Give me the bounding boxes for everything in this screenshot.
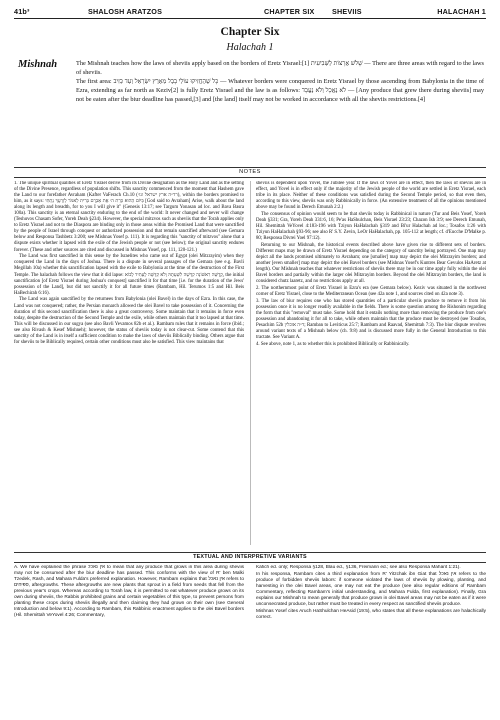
page-number: 41b³ (14, 7, 30, 16)
halacha-title: Halachah 1 (226, 42, 274, 53)
header-divider (14, 18, 486, 19)
variant-paragraph: In his responsa, Rambam cites a third explanation from R' Yitzchak ibn Giat that אין נאכל refers to the produce of forbidden sheviis labors: if someone violated the laws of sheviis by plowing, planting, and harvesting in the olei Bavel areas, one may not eat the produce (see also regular editions of Rambam Commentary, reflecting Rambam's initial understanding, and Mahara Fulda, first explanation). Finally, Gra explains our Mishnah to mean generally that produce grown in olei Bavel areas may not be eaten as if it were unconsecrated produce, but rather must be treated in every respect as sanctified sheviis produce. (256, 571, 486, 608)
variants-heading: TEXTUAL AND INTERPRETIVE VARIANTS (193, 554, 307, 560)
mishnah-paragraph: The first area: כָּל שֶׁהֶחֱזִיקוּ עוֹלֵי בָבֶל מֵאֶרֶץ יִשְׂרָאֵל וְעַד כְּזִיב — Whatever borders were conquered in Eretz Yisrael by those ascending from Babylonia in the time of Ezra, extending as far north as Keziv[2] is fully Eretz Yisrael and the law is as follows: לֹא נֶאֱכָל וְלֹא נֶעֱבָד — [Any produce that grew there during sheviis] may not be eaten after the biur deadline has passed,[3] and [the land] itself may not be worked in accordance with all the sheviis restrictions.[4] (76, 77, 485, 103)
variant-paragraph: A. We have explained the phrase אין נאכל to mean that any produce that grows in this area during sheviis may not be consumed after the biur deadline has passed. This conforms with the view of R' ben Malki Tzedek, Rash, and Mahara Fulda's preferred explanation. However, Rambam explains that אין נאכל refers to ספיחים, aftergrowths. These aftergrowths are new plants that sprout in a field from seeds that fell from the previous year's crops. Whereas according to Torah law, it is permitted to eat whatever produce grows on its own during sheviis, the Rabbis prohibited grains and certain vegetables of this type, to prevent persons from planting these crops during sheviis illegally and then claiming they had grown on their own (see General Introduction and below 9:1). According to Rambam, this Rabbinic enactment applies to the olei Bavel borders (Hil. Shemittah VeYovel 4:26; Commentary, (14, 565, 244, 619)
variant-paragraph: Kafich ed. only; Responsa §128, Blau ed., §136, Freimann ed.; see also Responsa Maharit 1:21). (256, 565, 461, 570)
note-paragraph: 3. The law of biur requires one who has stored quantities of a particular sheviis produce to remove it from his possession once it is no longer readily available in the fields. There is some question among the Rishonim regarding the form that this "removal" must take. Some hold that it entails nothing more than removing the produce from one's possession and abandoning it for all to take, while others maintain that the produce must be destroyed (see Tosafos, Pesachim 52b ד״ה אוכלין; Ramban to Leviticus 25:7; Rambam and Raavad, Shemittah 7:3). The biur dispute revolves around variant texts of a Mishnah below (ch. 9:8) and is discussed more fully in the General Introduction to this tractate. See Variant A. (256, 299, 486, 341)
halacha-label: HALACHAH 1 (437, 7, 486, 16)
note-paragraph: 4. See above, note 1, as to whether this is prohibited Biblically or Rabbinically. (256, 342, 410, 348)
chapter-title: Chapter Six (220, 26, 280, 38)
notes-heading: NOTES (239, 169, 261, 175)
notes-bottom-rule (14, 177, 486, 178)
variants-bottom-rule (14, 562, 486, 563)
note-paragraph: sheviis is dependent upon Yovel, the Jubilee year. If the laws of Yovel are in effect, then the laws of sheviis are in effect, and Yovel is in effect only if the majority of the Jewish people of the world are settled in Eretz Yisrael, each tribe in its place. Neither of these conditions was satisfied during the Second Temple period, so that even then, according to this view, sheviis was only Rabbinically in force. (An extensive treatment of all the opinions mentioned above may be found in Derech Emunah 2:2.) (256, 181, 486, 211)
tractate-label: SHEVIIS (332, 7, 362, 16)
book-title: SHALOSH ARATZOS (88, 7, 163, 16)
note-paragraph: Returning to our Mishnah, the historical events described above have given rise to different sets of borders. Different maps may be drawn of Eretz Yisrael depending on the category of sanctity being portrayed. One map may depict all the lands promised ultimately to Avraham; one [smaller] map may depict the olei Mitzrayim borders; and another [even smaller] map may depict the olei Bavel borders (see Mishnas Yosef's Kuntres Bear Gevulos HaAretz at length). Our Mishnah teaches that whatever restrictions of sheviis there may be in our time apply fully within the olei Bavel borders and partially within the larger olei Mitzrayim borders. Beyond the olei Mitzrayim borders, the land is considered chutz laaretz, and no restrictions apply at all. (256, 243, 486, 285)
notes-right-column (256, 181, 486, 545)
column-divider (250, 181, 251, 545)
mishnah-label: Mishnah (18, 59, 58, 70)
note-paragraph: The Land was first sanctified in this sense by the Israelites who came out of Egypt (olei Mitzrayim) when they conquered the Land in the days of Joshua. There is a dispute in several passages of the Gemara (see e.g. Bavli Megillah 10a) whether this sanctification lapsed with the exile to Babylonia at the time of the destruction of the First Temple. The halachah follows the view that it did lapse: קְדֻשָּׁה רִאשׁוֹנָה קִדְּשָׁה לִשְׁעָתָהּ וְלֹא קִדְּשָׁה לֶעָתִיד לָבוֹא, the initial sanctification [of Eretz Yisrael during Joshua's conquest] sanctified it for that time [i.e. for the duration of the Jews' possession of the Land], but did not sanctify it for all future times (Rambam, Hil. Terumos 1:5 and Hil. Beis HaBechirah 6:16). (14, 254, 244, 296)
variants-right-column (256, 565, 486, 715)
running-header (14, 5, 486, 19)
chapter-label: CHAPTER SIX (264, 7, 315, 16)
variants-top-rule (14, 552, 486, 553)
note-paragraph: The consensus of opinion would seem to be that sheviis today is Rabbinical in nature (Tur and Beis Yosef, Yoreh Deah §331; Gra, Yoreh Deah 331:6, 16; Pe'as HaShulchan, Beis Yisrael 23:23; Chazon Ish 3:9; see Derech Emunah, Hil. Shemittah VeYovel 4:183-196 with Tziyun HaHalachah §319 and Bi'ur Halachah ad loc.; Tosafos 1:26 with Tziyun HaHalachah §93-96; see also R' S.Y. Zevin, LeOr HaHalachah, pp. 105-112 at length; cf. d'Eucche D'Malke p. 80; Responsa Divrei Yoel 97:12). (256, 212, 486, 242)
notes-top-rule (14, 167, 486, 168)
note-paragraph: 2. The northernmost point of Eretz Yisrael in Ezra's era (see Gemara below). Keziv was situated in the northwest corner of Eretz Yisrael, close to the Mediterranean Ocean (see 42a note 1, and sources cited on 42a note 3). (256, 286, 486, 298)
variants-left-column (14, 565, 244, 715)
note-paragraph: 1. The unique spiritual qualities of Eretz Yisrael derive from its Divine designation as the Holy Land and as the setting of the Divine Presence, regardless of population shifts. This sanctity commenced from the moment that Hashem gave the Land to our forefather Avraham (Kafter VaFerach Ch.10 (רד״ה ארץ ישראל ונו׳), within the borders promised to him, as it says: בַּיּוֹם הַהוּא כָּרַת ה׳ אֶת אַבְרָם בְּרִית לֵאמֹר לְזַרְעֲךָ נָתַתִּי [God said to Avraham] Arise, walk about the land along its length and breadth, for to you I will give it" (Genesis 13:17; see Targum Yonasan ad loc. and Bava Basra 100a). This sanctity is an eternal sanctity enduring to the end of the world: It never changed and never will change (Teshuvos Chasam Sofer, Yoreh Deah §234). However, the special mitzvos such as sheviis that the Torah applies only to Eretz Yisrael and not to the Diaspora are binding only in those areas within the Promised Land that were sanctified by the people of Israel through conquest or authorized possession and that remain sanctified afterward (see Gemara below and Responsa Tashbetz 3:200; see Mishnas Yosef p. 111). It is regarding this "sanctity of mitzvos" alone that a dispute exists whether it lapsed with the exile of the Jewish people or not (see below); the original sanctity endures forever. (These and other sources are cited and discussed in Mishnas Yosef, pp. 111, 120-121.) (14, 181, 244, 253)
notes-left-column (14, 181, 244, 545)
note-paragraph: The Land was again sanctified by the returnees from Babylonia (olei Bavel) in the days of Ezra. In this case, the Land was not conquered; rather, the Persian monarch allowed the olei Bavel to take possession of it. Concerning the duration of this second sanctification there is also a great controversy. Some maintain that it remains in force even today, despite the destruction of the Second Temple and the exile, while others maintain that it too lapsed at that time. This will be discussed in our sugya (see also Bavli Yevamos 82b et al.). Rambam rules that it remains in force (ibid.; see also Rivash & Kesef Mishneh); however, the status of sheviis today is not clear-cut. Some contend that this sanctity of the Land is in itself a sufficient condition to make the laws of sheviis Biblically binding. Others argue that for sheviis to be Biblically required, certain other conditions must also be satisfied. This view maintains that (14, 297, 244, 345)
mishnah-text (76, 60, 484, 105)
variant-paragraph: Mishnas Yosef cites Aruch HaShulchan HeAsid (19:5), who states that all these explanations are halachically correct. (256, 608, 486, 620)
mishnah-paragraph: The Mishnah teaches how the laws of sheviis apply based on the borders of Eretz Yisrael:[1] שָׁלֹשׁ אֲרָצוֹת לַשְּׁבִיעִית — There are three areas with regard to the laws of sheviis. (76, 60, 484, 76)
